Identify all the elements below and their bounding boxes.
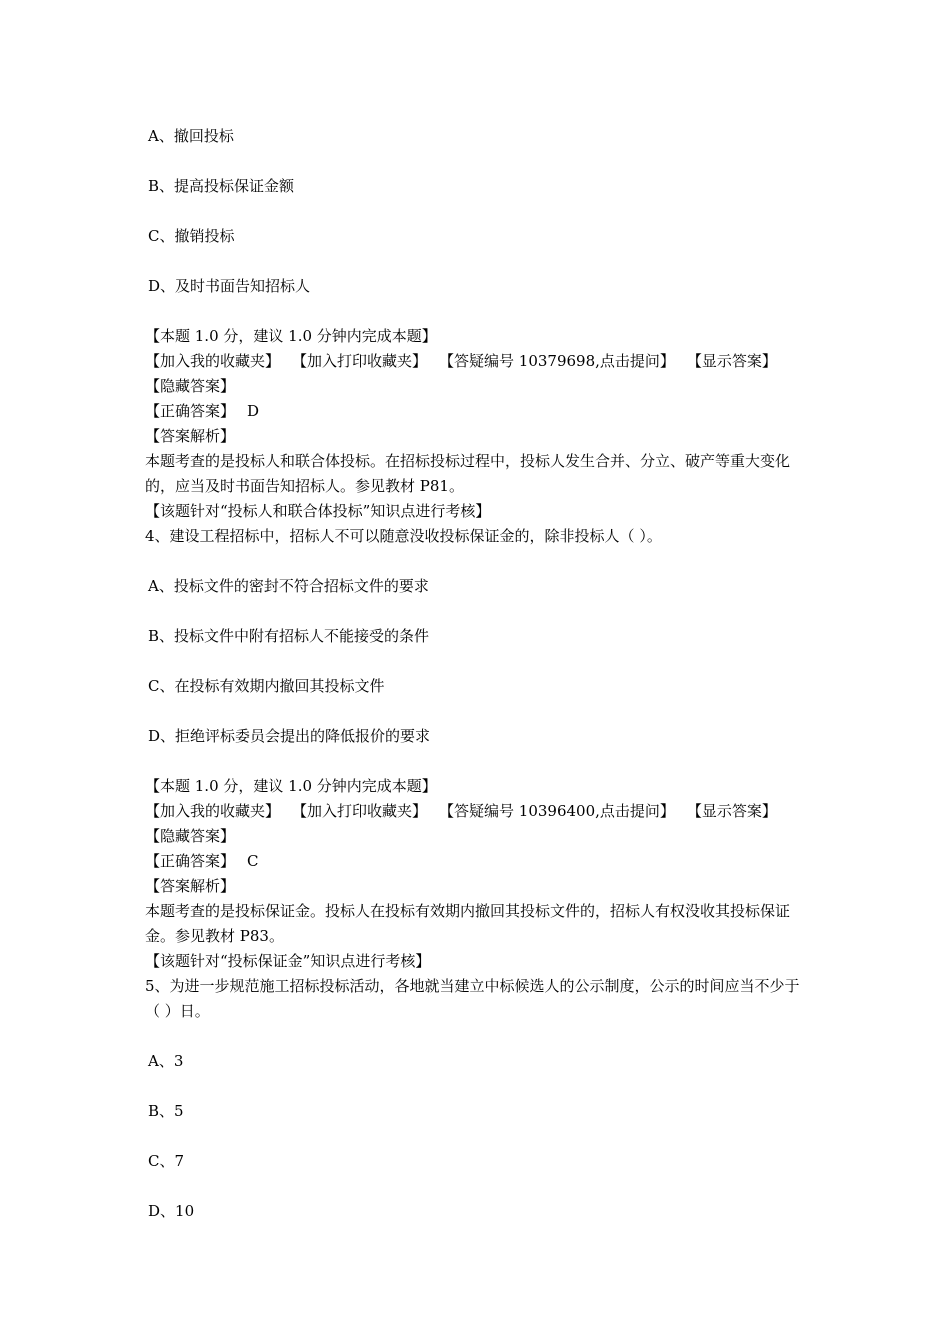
q3-add-print-favorite-link[interactable]: 【加入打印收藏夹】 (292, 352, 428, 370)
q4-option-a: A、投标文件的密封不符合招标文件的要求 (148, 577, 429, 595)
q3-topic: 【该题针对“投标人和联合体投标”知识点进行考核】 (145, 502, 491, 520)
q4-option-b: B、投标文件中附有招标人不能接受的条件 (148, 627, 430, 645)
q4-correct-answer-value: C (247, 852, 259, 870)
q3-option-d: D、及时书面告知招标人 (148, 277, 311, 295)
q3-correct-answer (145, 399, 810, 424)
document-page (145, 124, 810, 1249)
q3-option-a: A、撤回投标 (148, 127, 234, 145)
q4-score: 【本题 1.0 分，建议 1.0 分钟内完成本题】 (145, 777, 437, 795)
question-4 (145, 524, 810, 974)
question-3 (145, 124, 810, 524)
q4-add-favorite-link[interactable]: 【加入我的收藏夹】 (145, 802, 281, 820)
q3-option-b: B、提高投标保证金额 (148, 177, 295, 195)
q3-actions (145, 349, 810, 399)
q4-analysis-label: 【答案解析】 (145, 877, 236, 895)
q4-add-print-favorite-link[interactable]: 【加入打印收藏夹】 (292, 802, 428, 820)
q4-analysis-text: 本题考查的是投标保证金。投标人在投标有效期内撤回其投标文件的，招标人有权没收其投标保证金。参见教材 P83。 (145, 902, 791, 945)
q4-option-c: C、在投标有效期内撤回其投标文件 (148, 677, 385, 695)
q5-option-b: B、5 (148, 1102, 184, 1120)
q4-show-answer-link[interactable]: 【显示答案】 (686, 802, 777, 820)
q5-option-c: C、7 (148, 1152, 185, 1170)
q3-ask-question-link[interactable]: 【答疑编号 10379698,点击提问】 (439, 352, 675, 370)
q5-option-d: D、10 (148, 1202, 195, 1220)
q3-add-favorite-link[interactable]: 【加入我的收藏夹】 (145, 352, 281, 370)
q3-hide-answer-link[interactable]: 【隐藏答案】 (145, 377, 236, 395)
q4-question-text: 4、建设工程招标中，招标人不可以随意没收投标保证金的，除非投标人（ ）。 (145, 527, 662, 545)
q3-option-c: C、撤销投标 (148, 227, 235, 245)
q5-option-a: A、3 (148, 1052, 184, 1070)
q4-ask-question-link[interactable]: 【答疑编号 10396400,点击提问】 (439, 802, 675, 820)
q4-correct-answer (145, 849, 810, 874)
q5-question-text: 5、为进一步规范施工招标投标活动，各地就当建立中标候选人的公示制度，公示的时间应当不少于（ ）日。 (145, 977, 800, 1020)
q3-show-answer-link[interactable]: 【显示答案】 (686, 352, 777, 370)
q3-correct-answer-value: D (247, 402, 260, 420)
q4-correct-answer-label: 【正确答案】 (145, 852, 236, 870)
q3-analysis-text: 本题考查的是投标人和联合体投标。在招标投标过程中，投标人发生合并、分立、破产等重大变化的，应当及时书面告知招标人。参见教材 P81。 (145, 452, 791, 495)
q3-analysis-label: 【答案解析】 (145, 427, 236, 445)
q4-topic: 【该题针对“投标保证金”知识点进行考核】 (145, 952, 431, 970)
q3-score: 【本题 1.0 分，建议 1.0 分钟内完成本题】 (145, 327, 437, 345)
q4-option-d: D、拒绝评标委员会提出的降低报价的要求 (148, 727, 431, 745)
q3-correct-answer-label: 【正确答案】 (145, 402, 236, 420)
question-5 (145, 974, 810, 1224)
q4-hide-answer-link[interactable]: 【隐藏答案】 (145, 827, 236, 845)
q4-actions (145, 799, 810, 849)
